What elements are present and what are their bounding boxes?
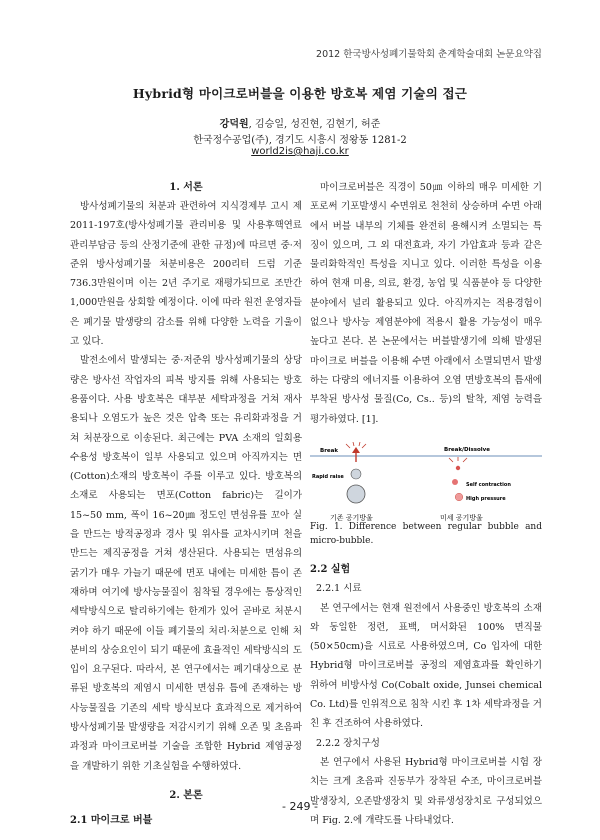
affiliation: 한국정수공업(주), 경기도 시흥시 정왕동 1281-2 — [193, 135, 407, 146]
regular-bubble-diagram — [312, 442, 373, 522]
micro-bubble-caption: 미세 공기방울 — [440, 514, 483, 522]
break-dissolve-label: Break/Dissolve — [444, 447, 490, 453]
paper-title: Hybrid형 마이크로버블을 이용한 방호복 제염 기술의 접근 — [132, 86, 468, 101]
break-label: Break — [320, 448, 339, 454]
subsection-2-2-title: 2.2 실험 — [310, 564, 351, 575]
subsection-2-2-2-title: 2.2.2 장치구성 — [316, 737, 380, 749]
subsection-2-1-title: 2.1 마이크로 버블 — [70, 814, 153, 826]
subsection-2-2-1-title: 2.2.1 시료 — [316, 583, 362, 595]
intro-paragraph-2: 발전소에서 발생되는 중·저준위 방사성폐기물의 상당량은 방사선 작업자의 피복 방지를 위해 사용되는 방호용품이다. 사용 방호복은 대부분 세탁과정을 거쳐 재사용되나 오염도가 높은 것은 압축 또는 유리화과정을 거쳐 처분장으로 이송된다. 최근에는 PVA 소재의 일회용 수용성 방호복이 일부 사용되고 있으며 아직까지는 면(Cotton)소재의 방호복이 주를 이루고 있다. 방호복의 소재로 사용되는 면포(Cotton fabric)는 길이가 15~50 mm, 폭이 16~20㎛ 정도인 면섬유를 꼬아 실을 만드는 방적공정과 경사 및 위사를 교차시키며 천을 만드는 제직공정을 거쳐 생산된다. 사용되는 면섬유의 굵기가 매우 가늘기 때문에 면포 내에는 미세한 틈이 존재하며 여기에 방사능물질이 침착될 경우에는 통상적인 세탁방식으로 탈리하기에는 한계가 있어 곧바로 처분시켜야 하기 때문에 이들 폐기물의 처리·처분으로 인해 처분비의 상승요인이 되기 때문에 효율적인 세탁방식의 도입이 요구된다. 따라서, 본 연구에서는 폐기대상으로 분류된 방호복의 제염시 미세한 면섬유 틈에 존재하는 방사능물질을 기존의 세탁 방식보다 효과적으로 제거하여 방사성폐기물 발생량을 저감시키기 위해 오존 및 초음파과정과 마이크로버블 기술을 조합한 Hybrid 제염공정을 개발하기 위한 기초실험을 수행하였다. — [70, 355, 302, 772]
sample-paragraph: 본 연구에서는 현재 원전에서 사용중인 방호복의 소재와 동일한 정련, 표백, 머서화된 100% 면직물(50×50cm)을 시료로 사용하였으며, Co 입자에 대한 Hybrid형 마이크로버블 공정의 제염효과를 확인하기 위하여 비방사성 Co(Cobalt oxide, Junsei chemical Co. Ltd)를 인위적으로 침착 시킨 후 1차 세탁과정을 거친 후 건조하여 사용하였다. — [310, 602, 542, 730]
running-header: 2012 한국방사성폐기물학회 춘계학술대회 논문요약집 — [316, 49, 542, 60]
micro-bubble-diagram — [440, 447, 511, 522]
high-pressure-label: High pressure — [466, 496, 506, 502]
intro-paragraph-1: 방사성폐기물의 처분과 관련하여 지식경제부 고시 제2011-197호(방사성폐기물 관리비용 및 사용후핵연료 관리부담금 등의 산정기준에 관한 규정)에 따르면 중·저준위 방사성폐기물 처분비용은 200리터 드럼 기준 736.3만원이며 이는 2년 주기로 재평가되므로 조만간 1,000만원을 상회할 예정이다. 이에 따라 원전 운영자들은 폐기물 발생량의 감소를 위해 다양한 노력을 기울이고 있다. — [70, 201, 302, 348]
right-column — [310, 178, 542, 429]
apparatus-paragraph: 본 연구에서 사용된 Hybrid형 마이크로버블 시험 장치는 크게 초음파 진동부가 장착된 수조, 마이크로버블 발생장치, 오존발생장치 및 와류생성장치로 구성되었으며 Fig. 2.에 개략도를 나타내었다. — [310, 756, 542, 826]
figure-1-caption: Fig. 1. Difference between regular bubble and micro-bubble. — [310, 522, 542, 546]
email-link[interactable]: world2is@haji.co.kr — [251, 146, 349, 157]
author-list — [0, 115, 600, 130]
microbubble-paragraph: 마이크로버블은 직경이 50㎛ 이하의 매우 미세한 기포로써 기포발생시 수면위로 천천히 상승하며 수면 아래에서 버블 내부의 기체를 완전히 용해시켜 소멸되는 특징이 있으며, 그 외 대전효과, 자기 가압효과 등과 같은 물리화학적인 특성을 지니고 있다. 이러한 특성을 이용하여 현재 미용, 의료, 환경, 농업 및 식품분야 등 다양한 분야에서 널리 활용되고 있다. 아직까지는 적용경험이 없으나 방사능 제염분야에 적용시 활용 가능성이 매우 높다고 본다. 본 논문에서는 버블발생기에 의해 발생된 마이크로 버블을 이용해 수면 아래에서 소멸되면서 발생하는 다량의 에너지를 이용하여 오염 면방호복의 틈새에 부착된 방사성 물질(Co, Cs.. 등)의 탈착, 제염 능력을 평가하였다. [1]. — [310, 182, 542, 425]
co-authors: , 김승일, 성진현, 김현기, 허준 — [248, 119, 381, 130]
section-2-title: 2. 본론 — [169, 789, 203, 801]
regular-bubble-caption: 기존 공기방울 — [330, 514, 373, 522]
page-number: - 249 - — [282, 800, 318, 813]
lead-author: 강덕원 — [219, 119, 249, 130]
left-column — [70, 178, 302, 830]
section-1-title: 1. 서론 — [169, 182, 203, 193]
regular-bubble — [347, 485, 365, 503]
right-column-lower — [310, 560, 542, 830]
rapid-raise-label: Rapid raise — [312, 474, 344, 480]
micro-bubble-1 — [456, 466, 460, 470]
self-contraction-label: Self contraction — [466, 482, 511, 488]
figure-1 — [310, 442, 542, 524]
